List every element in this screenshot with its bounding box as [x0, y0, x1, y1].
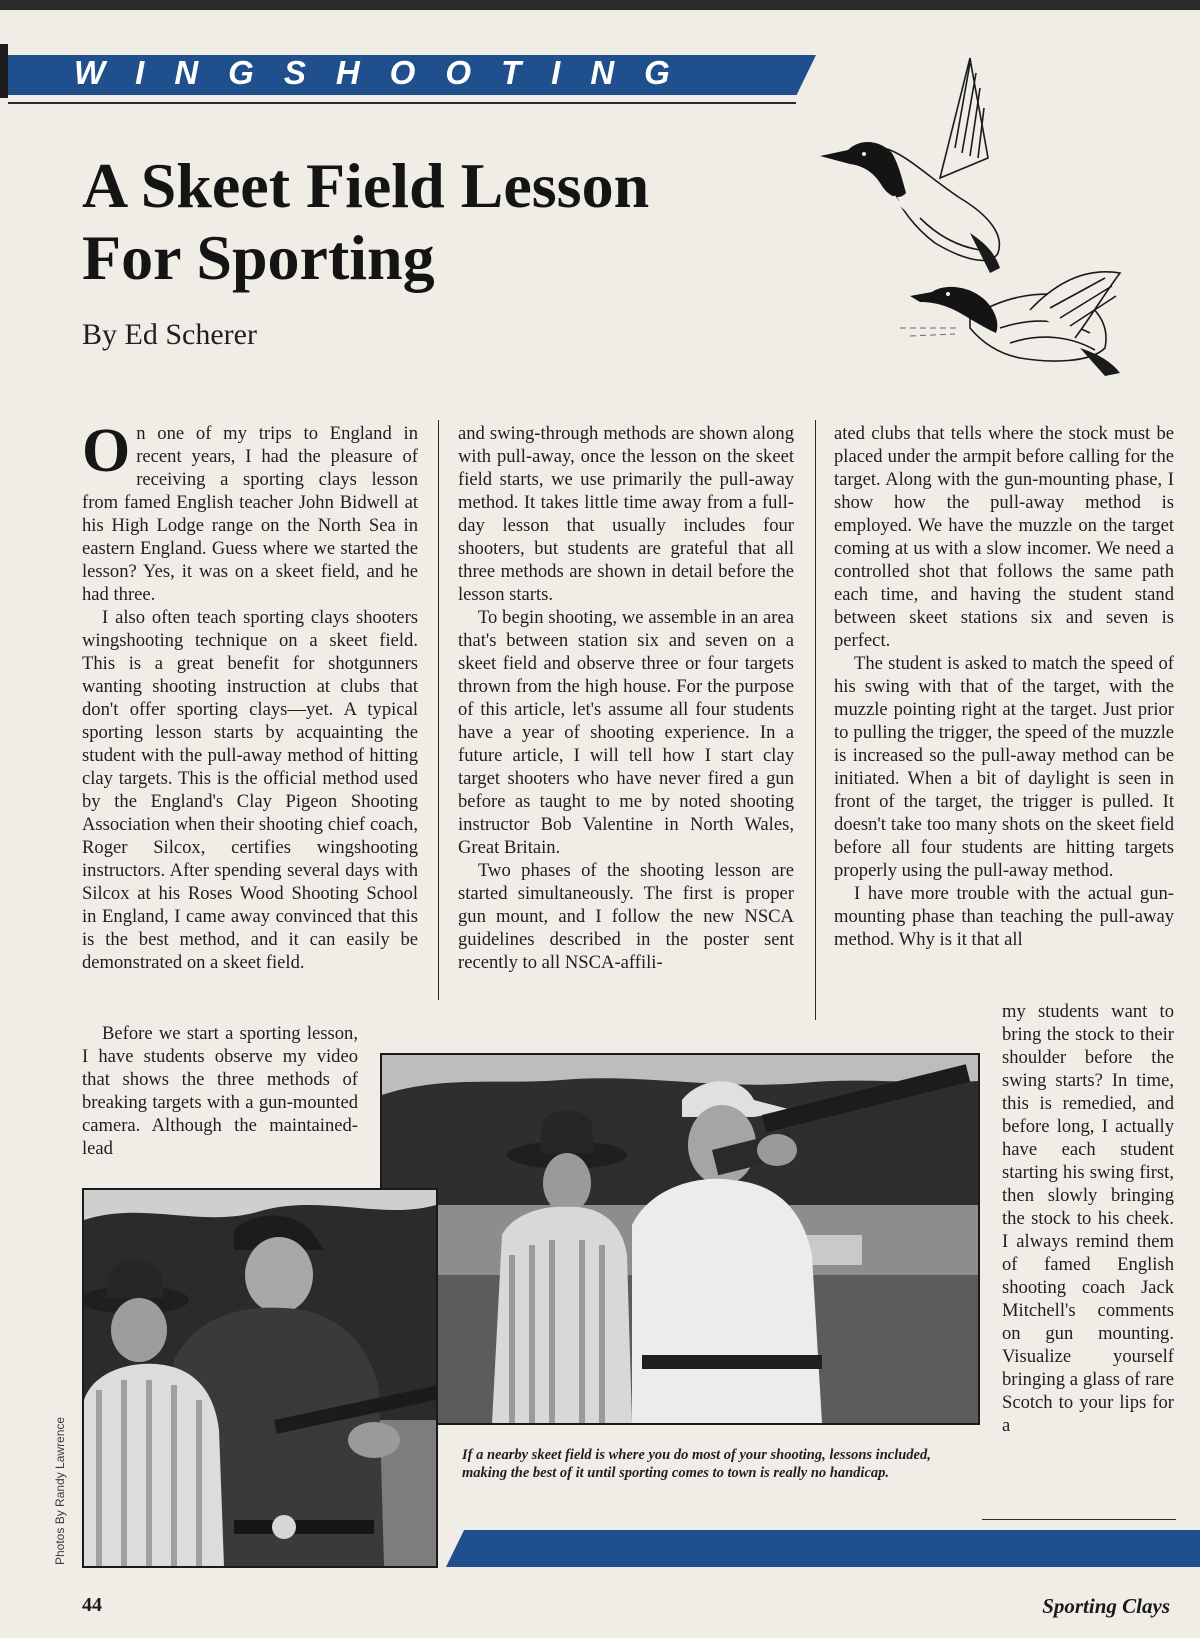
publication-name: Sporting Clays — [1042, 1594, 1170, 1618]
article-paragraph: Before we start a sporting lesson, I have students observe my video that shows the three methods of breaking targets with a gun-mounted camera. Although the maintained-lead — [82, 1023, 358, 1159]
photo-caption: If a nearby skeet field is where you do most of your shooting, lessons included, making the best of it until sporting comes to town is really no handicap. — [462, 1447, 931, 1481]
photo-credit: Photos By Randy Lawrence — [53, 1416, 67, 1565]
article-paragraph: I also often teach sporting clays shooters wingshooting technique on a skeet field. This is a great benefit for shotgunners wanting shooting instruction at clubs that don't offer sporting clays—yet. A typical sporting lesson starts by acquainting the student with the pull-away method of hitting clay targets. This is the official method used by the England's Clay Pigeon Shooting Association when their shooting chief coach, Roger Silcox, certifies wingshooting instructors. After spending several days with Silcox at his Roses Wood Shooting School in England, I came away convinced that this is the best method, and it can easily be demonstrated on a skeet field. — [82, 607, 418, 973]
footer-banner — [446, 1530, 1200, 1567]
article-paragraph: Two phases of the shooting lesson are started simultaneously. The first is proper gun mount, and I follow the new NSCA guidelines described in the poster sent recently to all NSCA-affili- — [458, 860, 794, 973]
article-paragraph — [82, 417, 418, 606]
article-paragraph: The student is asked to match the speed of his swing with that of the target, with the muzzle pointing right at the target. Just prior to pulling the trigger, the speed of the muzzle is increased so the pull-away method can be initiated. When a bit of daylight is seen in front of the target, the trigger is pulled. It doesn't take too many shots on the skeet field before all four students are hitting targets properly using the pull-away method. — [834, 653, 1174, 881]
mallard-ducks-illustration — [820, 28, 1170, 398]
article-column-3-continued — [1002, 1000, 1174, 1437]
article-paragraph: my students want to bring the stock to their shoulder before the swing starts? In time, this is remedied, and before long, I actually have each student starting his swing first, then slowly bringing the stock to his cheek. I always remind them of famed English shooting coach Jack Mitchell's comments on gun mounting. Visualize yourself bringing a glass of rare Scotch to your lips for a — [1002, 1001, 1174, 1436]
article-column-1-continued — [82, 1022, 358, 1160]
column-divider — [815, 420, 816, 1020]
article-column-2 — [458, 422, 794, 974]
paragraph-text: n one of my trips to England in recent years, I had the pleasure of receiving a sporting clays lesson from famed English teacher John Bidwell at his High Lodge range on the North Sea in eastern England. Guess where we started the lesson? Yes, it was on a skeet field, and he had three. — [82, 423, 418, 605]
column-divider — [438, 420, 439, 1000]
article-paragraph: To begin shooting, we assemble in an area that's between station six and seven on a skeet field and observe three or four targets thrown from the high house. For the purpose of this article, let's assume all four students have a year of shooting experience. In a future article, I will tell how I start clay target shooters who have never fired a gun before as taught to me by noted shooting instructor Bob Valentine in North Wales, Great Britain. — [458, 607, 794, 858]
column-end-rule — [982, 1519, 1176, 1520]
top-edge — [0, 0, 1200, 10]
article-title: A Skeet Field Lesson For Sporting — [82, 150, 650, 293]
left-edge-mark — [0, 44, 8, 98]
drop-cap: O — [82, 417, 131, 485]
article-column-3 — [834, 422, 1174, 951]
photo-instructor-coaching — [82, 1188, 438, 1568]
article-column-1 — [82, 417, 418, 974]
article-paragraph: ated clubs that tells where the stock must be placed under the armpit before calling for the target. Along with the gun-mounting phase, I show how the pull-away method is employed. We have the muzzle on the target coming at us with a slow incomer. We need a controlled shot that follows the same path each time, and having the student stand between skeet stations six and seven is perfect. — [834, 423, 1174, 651]
section-label: WINGSHOOTING — [74, 54, 700, 91]
photo-skeet-lesson — [380, 1053, 980, 1425]
banner-rule — [8, 102, 796, 104]
article-paragraph: I have more trouble with the actual gun-mounting phase than teaching the pull-away method. Why is it that all — [834, 883, 1174, 950]
article-byline: By Ed Scherer — [82, 318, 257, 351]
page-number: 44 — [82, 1594, 102, 1616]
article-paragraph: and swing-through methods are shown along with pull-away, once the lesson on the skeet field starts, we use primarily the pull-away method. It takes little time away from a full-day lesson that usually includes four shooters, but students are grateful that all three methods are shown in detail before the lesson starts. — [458, 423, 794, 605]
